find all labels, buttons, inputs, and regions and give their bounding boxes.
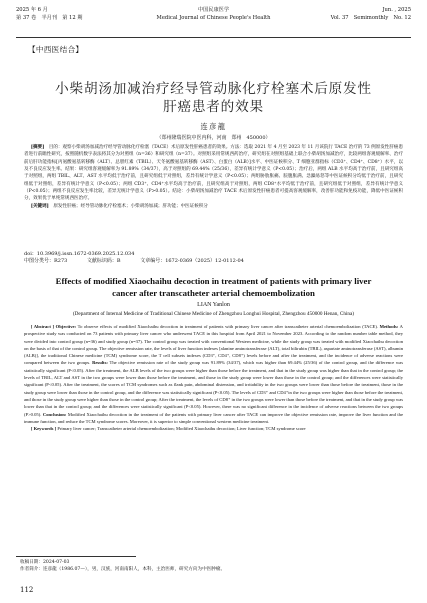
footnote-rule — [16, 556, 136, 557]
header-right-volume: Vol. 37 Semimonthly No. 12 — [330, 15, 411, 21]
article-title-cn-line2: 肝癌患者的效果 — [163, 99, 264, 115]
document-code: 文献标识码：B — [86, 258, 121, 264]
page-number: 112 — [20, 586, 34, 594]
article-title-en-line2: cancer after transcatheter arterial chemoembolization — [112, 287, 315, 298]
keywords-en-text: Primary liver cancer; Transcatheter arterial chemoembolization; Modified Xiaochaihu decoction; Liver function; TCM syndrome score — [57, 426, 306, 432]
header-left-volume: 第 37 卷 半月刊 第 12 期 — [16, 15, 83, 21]
header-right-date: Jun. , 2025 — [382, 7, 411, 13]
journal-name-cn: 中国民康医学 — [197, 7, 230, 13]
methods-label: Methods: — [379, 324, 399, 329]
article-title-en-line1: Effects of modified Xiaochaihu decoction in treatment of patients with primary liver — [55, 276, 372, 286]
abstract-cn-paragraph — [24, 144, 403, 203]
header-left-date: 2025 年 6 月 — [16, 7, 48, 13]
keywords-cn — [24, 203, 403, 210]
abstract-cn — [24, 144, 403, 210]
author-cn: 连彦龍 — [200, 122, 227, 131]
abstract-cn-label: [摘要] — [30, 145, 45, 150]
header-rule — [16, 37, 411, 38]
classification-row — [24, 258, 403, 265]
doi: doi：10.3969/j.issn.1672-0369.2025.12.034 — [24, 251, 135, 257]
article-title-en — [30, 276, 397, 299]
objective-text: To observe effects of modified Xiaochaihu decoction in treatment of patients with primary liver cancer after transcatheter arterial chemoembolization (TACE). — [77, 324, 379, 329]
section-tag: 【中西医结合】 — [28, 45, 84, 54]
results-label: Results: — [92, 360, 108, 366]
article-title-cn-line1: 小柴胡汤加减治疗经导管动脉化疗栓塞术后原发性 — [55, 81, 372, 97]
abstract-cn-text: 目的：观察小柴胡汤加减治疗经导管动脉化疗栓塞（TACE）术后原发性肝癌患者的效果。方法：选取 2021 年 4 月至 2023 年 11 月该院行 TACE 治疗的 73 例原发性肝癌患者进行前瞻性研究，按照随机数字表法将其分为对照组（n=36）和研究组（n=37）。对照组采用常规西药治疗，研究组在对照组基础上联合小柴胡汤加减治疗，比较两组客观缓解率、治疗前后肝功能指标[丙氨酸氨基转移酶（ALT）、总胆红素（TBIL）、天冬氨酸氨基转移酶（AST）、白蛋白（ALB）]水平、中医证候积分、T 细胞亚群指标（CD3⁺、CD4⁺、CD8⁺）水平，以及不良反应发生率。结果：研究组客观缓解率为 91.89%（34/37），高于对照组的 69.44%（25/36），差异有统计学意义（P<0.05）；治疗后，两组 ALB 水平均高于治疗前，且研究组高于对照组，两组 TBIL、ALT、AST 水平均低于治疗前，且研究组低于对照组，差异有统计学意义（P<0.05）；两组胁肋胀痛、脘腹胀满、急躁易怒等中医证候积分均低于治疗前，且研究组低于对照组，差异有统计学意义（P<0.05）；两组 CD3⁺、CD4⁺水平均高于治疗前，且研究组高于对照组，两组 CD8⁺水平均低于治疗前，且研究组低于对照组，差异有统计学意义（P<0.05）；两组不良反应发生率比较，差异无统计学意义（P>0.05）。结论：小柴胡汤加减治疗 TACE 术后原发性肝癌患者可提高客观缓解率，改善肝功能和免疫功能，降低中医证候积分，效果优于单纯常规西医治疗。 — [24, 145, 404, 202]
keywords-cn-label: [关键词] — [30, 203, 49, 209]
article-number: 文章编号：1672-0369（2025）12-0112-04 — [140, 258, 244, 264]
conclusion-text: Modified Xiaochaihu decoction in the treatment of the patients with primary liver cancer after TACE can improve the objective remission rate, improve the liver function and the immune function, and reduce the TCM syndrome scores. Moreover, it is superior to simple conventional western medicine treatment. — [24, 411, 404, 424]
keywords-en-label: [ Keywords ] — [30, 426, 57, 432]
journal-name-en: Medical Journal of Chinese People's Health — [156, 15, 271, 21]
header-right — [331, 6, 411, 22]
conclusion-label: Conclusion: — [42, 411, 67, 417]
affiliation-en: (Department of Internal Medicine of Traditional Chinese Medicine of Zhengzhou Longhui Hospital, Zhengzhou 450000 Henan, China) — [72, 311, 355, 317]
abstract-en-label: [ Abstract ] — [30, 324, 55, 329]
article-title-cn — [24, 80, 403, 116]
running-header — [16, 6, 411, 36]
keywords-cn-text: 原发性肝癌；经导管动脉化疗栓塞术；小柴胡汤加减；肝功能；中医证候积分 — [53, 203, 208, 209]
author-en: LIAN Yanlon — [197, 302, 230, 308]
methods-text: A prospective study was conducted on 73 patients with primary liver cancer who underwent TACE in this hospital from April 2021 to November 2023. According to the random number table method, they were divided into control group (n=36) and study group (n=37). The control group was treated with conventional Western medicine, while the study group was treated with modified Xiaochaihu decoction on the basis of that of the control group. The objective remission rate, the levels of liver function indexes [alanine aminotransferase (ALT), total bilirubin (TBIL), aspartate aminotransferase (AST), albumin (ALB)], the traditional Chinese medicine (TCM) syndrome score, the T cell subsets indexes (CD3⁺, CD4⁺, CD8⁺) levels before and after the treatment, and the incidence of adverse reactions were compared between the two groups. — [24, 324, 403, 366]
abstract-en — [24, 323, 403, 432]
clc-number: 中图分类号：R273 — [24, 258, 68, 264]
keywords-en — [24, 425, 403, 432]
author-bio: 作者简介：连彦龍（1986.07—），男，汉族，河南南阳人，本科，主治医师，研究方向为中医肿瘤。 — [20, 567, 226, 572]
received-date: 收稿日期：2024-07-03 — [20, 560, 70, 565]
results-text: The objective remission rate of the study group was 91.89% (34/37), which was higher than 69.44% (25/36) of the control group, and the difference was statistically significant (P<0.05). After the treatment, the ALB levels of the two groups were higher than those before the treatment, and that in the study group was higher than that in the control group; the levels of TBIL, ALT and AST in the two groups were lower than those before the treatment, and those in the study group were lower than those in the control group; and the differences were statistically significant (P<0.05). After the treatment, the scores of TCM syndromes such as flank pain, abdominal distension, and irritability in the two groups were lower than those before the treatment, those in the study group were lower than those in the control group, and the difference was statistically significant (P<0.05). The levels of CD3⁺ and CD4⁺in the two groups were higher than those before the treatment, and those in the study group were higher than those in the control group; After the treatment, the levels of CD8⁺ in the two groups were lower than those before the treatment, and that in the study group was lower than that in the control group; and the differences were statistically significant (P<0.05). However, there was no significant difference in the incidence of adverse reactions between the two groups (P>0.05). — [24, 360, 404, 417]
affiliation-cn: （郑州隆瑞医院中医内科，河南 郑州 450000） — [156, 135, 271, 141]
abstract-en-paragraph — [24, 323, 403, 425]
objective-label: Objective: — [55, 324, 77, 329]
